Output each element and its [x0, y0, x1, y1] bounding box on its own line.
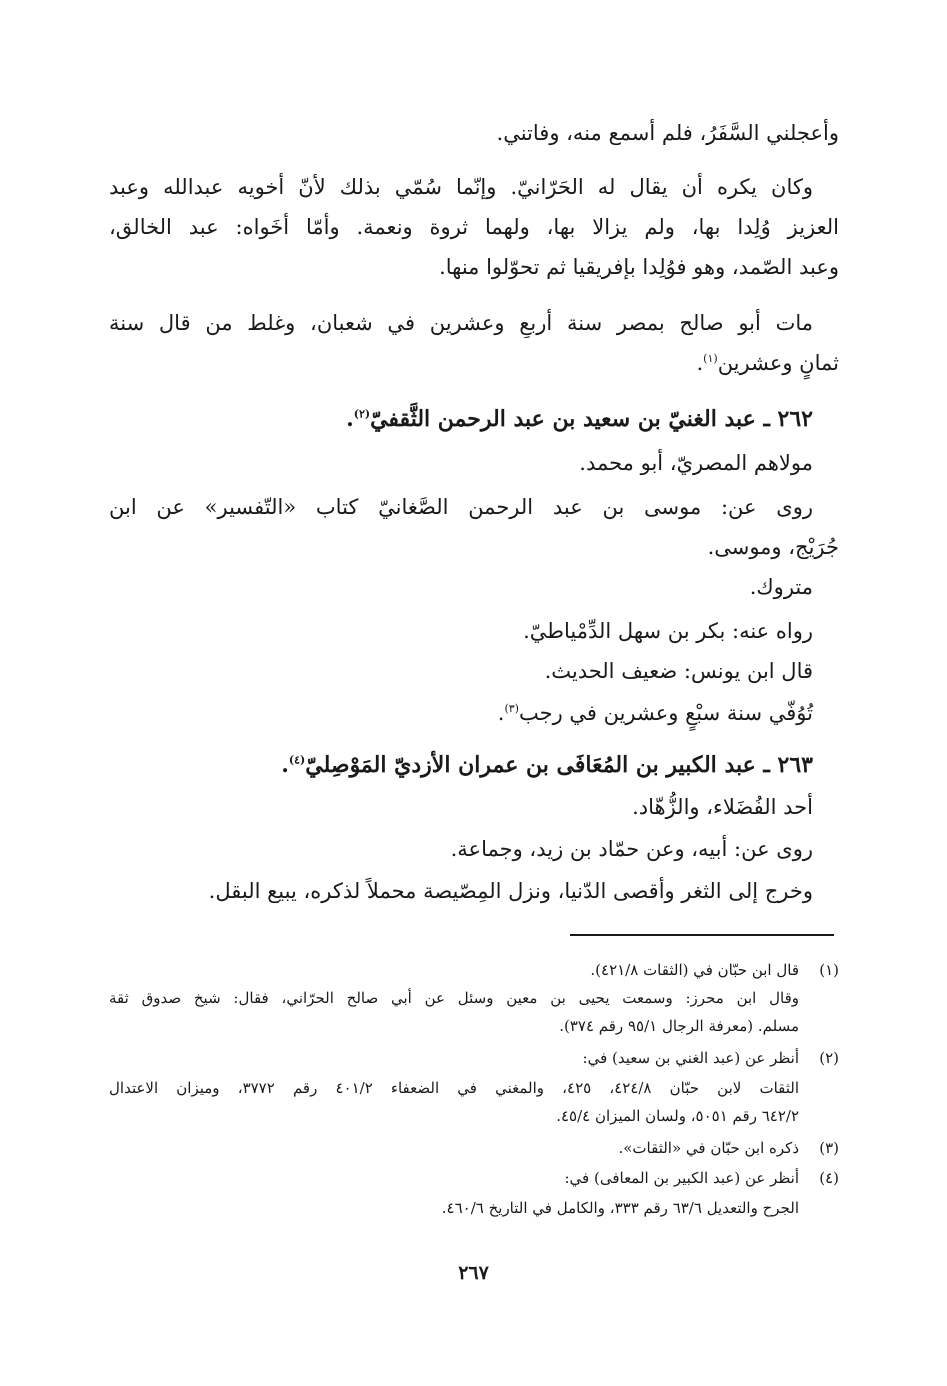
text-line: وخرج إلى الثغر وأقصى الدّنيا، ونزل المِصّيصة محملاً لذكره، يبيع البقل. [208, 879, 813, 903]
footnote-line: الثقات لابن حبّان ٤٢٤/٨، ٤٢٥، والمغني في الضعفاء ٤٠١/٢ رقم ٣٧٧٢، وميزان الاعتدال [109, 1079, 799, 1097]
text-line: متروك. [749, 575, 813, 599]
footnote-text: أنظر عن (عبد الغني بن سعيد) في: [582, 1049, 799, 1067]
footnote-line: وقال ابن محرز: وسمعت يحيى بن معين وسئل عن أبي صالح الحرّاني، فقال: شيخ صدوق ثقة [109, 989, 799, 1007]
text-line-content: ثمانٍ وعشرين [717, 351, 839, 375]
footnote-separator [570, 934, 834, 936]
text-line: جُرَيْج، وموسى. [707, 535, 839, 559]
text-line: أحد الفُضَلاء، والزُّهّاد. [632, 795, 813, 819]
text-line-content: تُوُفّي سنة سبْعٍ وعشرين في رجب [518, 701, 813, 725]
text-line: مات أبو صالح بمصر سنة أربعٍ وعشرين في شعبان، وغلط من قال سنة [109, 311, 813, 335]
text-line: ثمانٍ وعشرين$^{(١)}$. [696, 351, 839, 375]
footnote-ref: (١) [703, 352, 718, 365]
footnote-number: (٣) [819, 1139, 839, 1157]
footnote-number: (٢) [819, 1049, 839, 1067]
footnote-ref: (٤) [288, 753, 306, 767]
footnote-line: الجرح والتعديل ٦٣/٦ رقم ٣٣٣، والكامل في التاريخ ٤٦٠/٦. [441, 1199, 799, 1217]
entry-heading-text: ٢٦٣ ـ عبد الكبير بن المُعَافَى بن عمران الأزديّ المَوْصِليّ [305, 752, 813, 778]
text-line: وكان يكره أن يقال له الحَرّانيّ. وإنّما سُمّي بذلك لأنّ أخويه عبدالله وعبد [109, 175, 813, 199]
entry-heading-263: ٢٦٣ ـ عبد الكبير بن المُعَافَى بن عمران الأزديّ المَوْصِليّ$^{(٤)}$. [281, 752, 813, 778]
text-line: قال ابن يونس: ضعيف الحديث. [544, 659, 813, 683]
page-number: ٢٦٧ [458, 1262, 489, 1284]
footnote-text: أنظر عن (عبد الكبير بن المعافى) في: [564, 1169, 799, 1187]
text-line: روى عن: موسى بن عبد الرحمن الصَّغانيّ كتاب «التّفسير» عن ابن [109, 495, 813, 519]
footnote-text: قال ابن حبّان في (الثقات ٤٢١/٨). [590, 961, 799, 979]
footnote-2 [109, 1046, 839, 1071]
footnote-line: ٦٤٢/٢ رقم ٥٠٥١، ولسان الميزان ٤٥/٤. [556, 1107, 799, 1125]
text-line: وأعجلني السَّفَرُ، فلم أسمع منه، وفاتني. [496, 121, 839, 145]
footnote-ref: (٣) [504, 702, 519, 715]
footnote-text: ذكره ابن حبّان في «الثقات». [618, 1139, 799, 1157]
text-line: مولاهم المصريّ، أبو محمد. [579, 451, 813, 475]
text-line: رواه عنه: بكر بن سهل الدِّمْياطيّ. [523, 619, 813, 643]
footnote-3 [109, 1136, 839, 1161]
text-line: روى عن: أبيه، وعن حمّاد بن زيد، وجماعة. [450, 837, 813, 861]
footnote-4 [109, 1166, 839, 1191]
text-line: تُوُفّي سنة سبْعٍ وعشرين في رجب$^{(٣)}$. [497, 701, 813, 725]
footnote-1 [109, 958, 839, 983]
footnote-number: (٤) [819, 1169, 839, 1187]
text-line: وعبد الصّمد، وهو فوُلِدا بإفريقيا ثم تحوّلوا منها. [439, 255, 839, 279]
text-line: العزيز وُلِدا بها، ولم يزالا بها، ولهما ثروة ونعمة. وأمّا أخَواه: عبد الخالق، [109, 215, 839, 239]
footnote-number: (١) [819, 961, 839, 979]
footnote-ref: (٢) [353, 407, 371, 421]
footnote-line: مسلم. (معرفة الرجال ٩٥/١ رقم ٣٧٤). [559, 1017, 799, 1035]
entry-heading-text: ٢٦٢ ـ عبد الغنيّ بن سعيد بن عبد الرحمن الثَّقفيّ [370, 406, 813, 432]
entry-heading-262: ٢٦٢ ـ عبد الغنيّ بن سعيد بن عبد الرحمن الثَّقفيّ$^{(٢)}$. [346, 406, 813, 432]
